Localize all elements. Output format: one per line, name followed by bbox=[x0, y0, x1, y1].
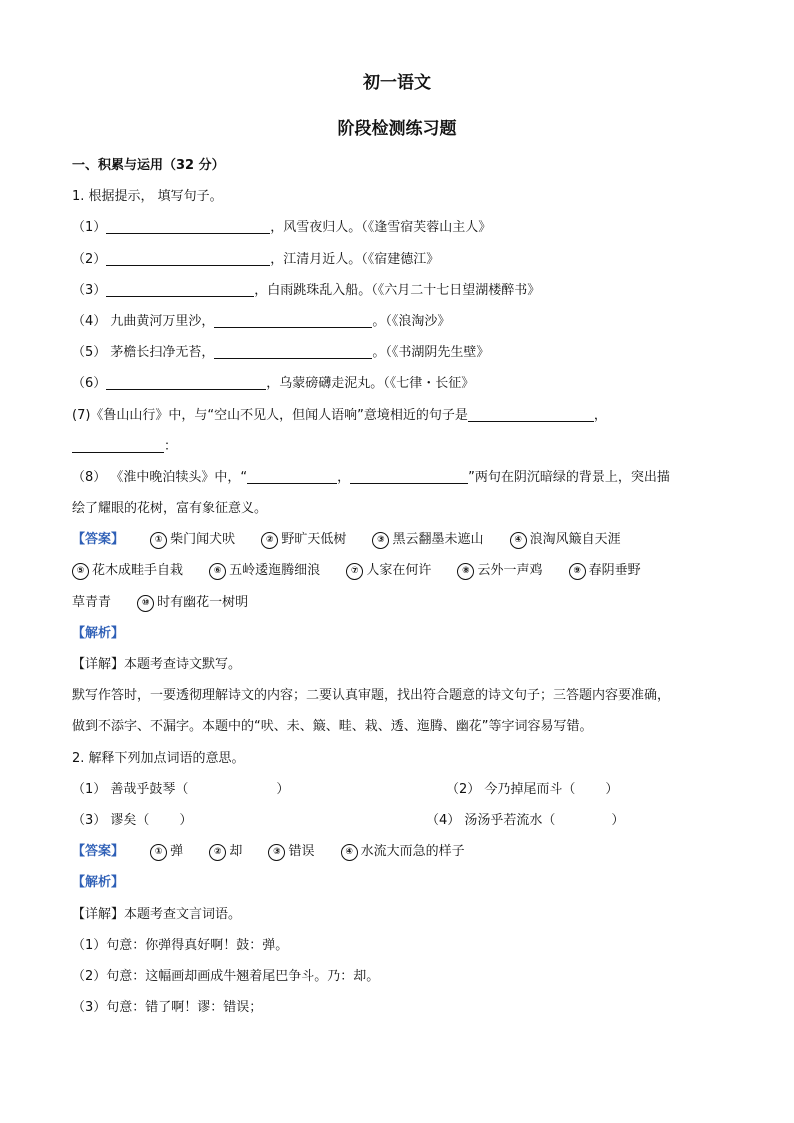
answer-label: 【答案】 bbox=[72, 844, 125, 860]
q1-answer-line2 bbox=[72, 555, 724, 586]
q2-explain-1: （1）句意：你弹得真好啊！鼓：弹。 bbox=[72, 937, 289, 953]
question-2-stem: 2. 解释下列加点词语的意思。 bbox=[72, 750, 245, 766]
fill-blank[interactable] bbox=[350, 467, 468, 484]
answer-item: ④ 水流大而急的样子 bbox=[341, 844, 465, 859]
page-title: 初一语文 bbox=[363, 73, 431, 93]
answer-item: ⑦ 人家在何许 bbox=[346, 563, 431, 578]
fill-blank[interactable] bbox=[72, 436, 164, 453]
fill-blank[interactable] bbox=[214, 311, 372, 328]
q2-explain-2: （2）句意：这幅画却画成牛翘着尾巴争斗。乃：却。 bbox=[72, 968, 380, 984]
answer-item: ① 柴门闻犬吠 bbox=[150, 532, 235, 547]
fill-blank[interactable] bbox=[214, 342, 372, 359]
document-body bbox=[72, 150, 724, 1023]
fill-blank[interactable] bbox=[468, 405, 594, 422]
q1-item-8-line1: （8） 《淮中晚泊犊头》中，“ ， ”两句在阴沉暗绿的背景上，突出描 bbox=[72, 462, 724, 493]
analysis-label: 【解析】 bbox=[72, 875, 125, 891]
analysis-label: 【解析】 bbox=[72, 625, 125, 641]
answer-label: 【答案】 bbox=[72, 532, 125, 548]
answer-item: ⑧ 云外一声鸡 bbox=[457, 563, 542, 578]
fill-blank[interactable] bbox=[106, 373, 266, 390]
fill-blank[interactable] bbox=[106, 280, 254, 297]
q1-item-3: （3） ，白雨跳珠乱入船。（《六月二十七日望湖楼醉书》 bbox=[72, 275, 724, 306]
q1-answer-line1 bbox=[72, 524, 724, 555]
q2-explain-3: （3）句意：错了啊！谬：错误； bbox=[72, 1000, 263, 1016]
q1-item-2: （2） ，江清月近人。（《宿建德江》 bbox=[72, 244, 724, 275]
q1-detail: 【详解】本题考查诗文默写。 bbox=[72, 657, 242, 672]
q2-answer bbox=[72, 836, 724, 867]
q2-row-2: （3） 谬矣（ ） （4） 汤汤乎若流水（ ） bbox=[72, 812, 625, 828]
page-subtitle: 阶段检测练习题 bbox=[337, 119, 457, 139]
q1-item-7-line2: ： bbox=[72, 431, 724, 462]
q1-explain-para2: 做到不添字、不漏字。本题中的“吠、未、簸、畦、栽、透、迤腾、幽花”等字词容易写错。 bbox=[72, 719, 593, 735]
q1-item-7-line1: (7)《鲁山山行》中，与“空山不见人，但闻人语响”意境相近的句子是 ， bbox=[72, 400, 724, 431]
q1-item-8-line2: 绘了耀眼的花树，富有象征意义。 bbox=[72, 501, 268, 517]
q1-explain-para1: 默写作答时，一要透彻理解诗文的内容；二要认真审题，找出符合题意的诗文句子；三答题内容要准确， bbox=[72, 688, 671, 704]
answer-item: ⑨ 春阴垂野 bbox=[569, 563, 641, 578]
question-1-stem: 1. 根据提示， 填写句子。 bbox=[72, 189, 223, 205]
q2-detail: 【详解】本题考查文言词语。 bbox=[72, 906, 242, 922]
fill-blank[interactable] bbox=[106, 217, 270, 234]
answer-item: ② 却 bbox=[209, 844, 242, 859]
answer-item: ⑥ 五岭逶迤腾细浪 bbox=[209, 563, 320, 578]
answer-item: ④ 浪淘风簸自天涯 bbox=[510, 532, 621, 547]
q1-answer-line3: 草青青 ⑩ 时有幽花一树明 bbox=[72, 594, 249, 610]
q1-item-5: （5） 茅檐长扫净无苔， 。（《书湖阴先生壁》 bbox=[72, 337, 724, 368]
answer-item: ③ 黑云翻墨未遮山 bbox=[372, 532, 483, 547]
section-heading: 一、积累与运用（32 分） bbox=[72, 158, 225, 173]
q2-row-1: （1） 善哉乎鼓琴（ ） （2） 今乃掉尾而斗（ ） bbox=[72, 781, 619, 797]
answer-item: ⑤ 花木成畦手自栽 bbox=[72, 563, 183, 578]
q1-item-4: （4） 九曲黄河万里沙， 。（《浪淘沙》 bbox=[72, 306, 724, 337]
answer-item: ① 弹 bbox=[150, 844, 183, 859]
answer-item: ② 野旷天低树 bbox=[261, 532, 346, 547]
answer-item: ③ 错误 bbox=[268, 844, 314, 859]
fill-blank[interactable] bbox=[106, 249, 270, 266]
q1-item-6: （6） ，乌蒙磅礴走泥丸。（《七律・长征》 bbox=[72, 368, 724, 399]
q1-item-1: （1） ，风雪夜归人。（《逢雪宿芙蓉山主人》 bbox=[72, 212, 724, 243]
fill-blank[interactable] bbox=[247, 467, 337, 484]
answer-item: ⑩ 时有幽花一树明 bbox=[137, 595, 248, 610]
